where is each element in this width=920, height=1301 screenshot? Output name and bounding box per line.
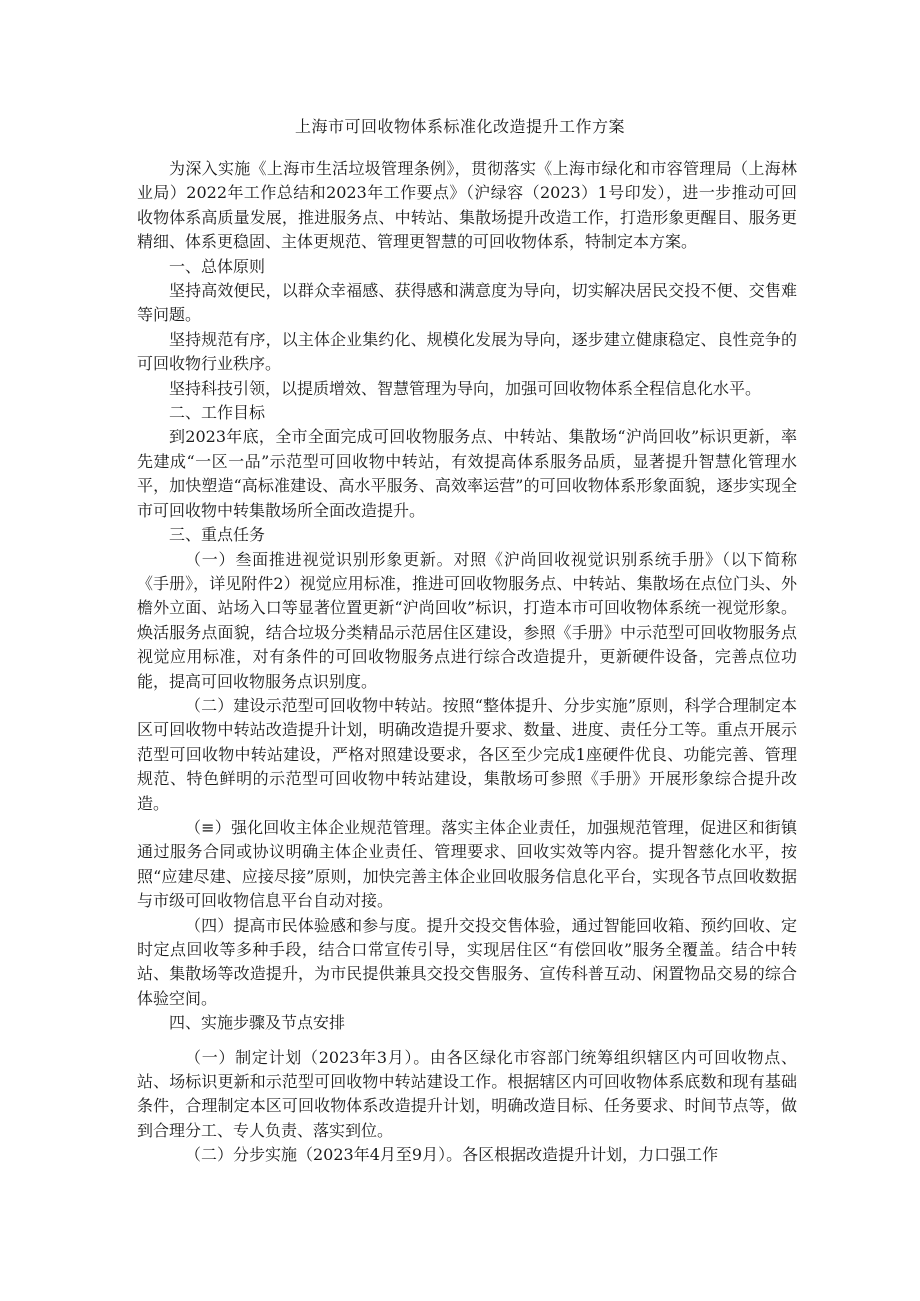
paragraph: （一）叁面推进视觉识别形象更新。对照《沪尚回收视觉识别系统手册》（以下简称《手册》，详见附件2）视觉应用标准，推进可回收物服务点、中转站、集散场在点位门头、外檐外立面、站场入口等显著位置更新“沪尚回收”标识，打造本市可回收物体系统一视觉形象。焕活服务点面貌，结合垃圾分类精品示范居住区建设，参照《手册》中示范型可回收物服务点视觉应用标准，对有条件的可回收物服务点进行综合改造提升，更新硬件设备，完善点位功能，提高可回收物服务点识别度。 [137,549,797,691]
document-body [137,157,797,1168]
paragraph: （一）制定计划（2023年3月）。由各区绿化市容部门统筹组织辖区内可回收物点、站、场标识更新和示范型可回收物中转站建设工作。根据辖区内可回收物体系底数和现有基础条件，合理制定本区可回收物体系改造提升计划，明确改造目标、任务要求、时间节点等，做到合理分工、专人负责、落实到位。 [137,1047,797,1140]
paragraph: （二）建设示范型可回收物中转站。按照“整体提升、分步实施”原则，科学合理制定本区可回收物中转站改造提升计划，明确改造提升要求、数量、进度、责任分工等。重点开展示范型可回收物中转站建设，严格对照建设要求，各区至少完成1座硬件优良、功能完善、管理规范、特色鲜明的示范型可回收物中转站建设，集散场可参照《手册》开展形象综合提升改造。 [137,695,797,813]
intro-paragraph: 为深入实施《上海市生活垃圾管理条例》，贯彻落实《上海市绿化和市容管理局（上海林业局）2022年工作总结和2023年工作要点》（沪绿容（2023）1号印发），进一步推动可回收物体系高质量发展，推进服务点、中转站、集散场提升改造工作，打造形象更醒目、服务更精细、体系更稳固、主体更规范、管理更智慧的可回收物体系，特制定本方案。 [137,159,797,252]
document-title: 上海市可回收物体系标准化改造提升工作方案 [294,117,625,136]
paragraph: （二）分步实施（2023年4月至9月）。各区根据改造提升计划，力口强工作 [185,1145,719,1165]
section-heading-goals: 二、工作目标 [169,403,266,423]
section-heading-principles: 一、总体原则 [169,256,266,276]
paragraph: （≡）强化回收主体企业规范管理。落实主体企业责任，加强规范管理，促进区和街镇通过服务合同或协议明确主体企业责任、管理要求、回收实效等内容。提升智慈化水平，按照“应建尽建、应接尽接”原则，加快完善主体企业回收服务信息化平台，实现各节点回收数据与市级可回收物信息平台自动对接。 [137,817,797,911]
paragraph: 到2023年底，全市全面完成可回收物服务点、中转站、集散场“沪尚回收”标识更新，率先建成“一区一品”示范型可回收物中转站，有效提高体系服务品质，显著提升智慧化管理水平，加快塑造“高标准建设、高水平服务、高效率运营”的可回收物体系形象面貌，逐步实现全市可回收物中转集散场所全面改造提升。 [137,427,797,520]
paragraph: （四）提高市民体验感和参与度。提升交投交售体验，通过智能回收箱、预约回收、定时定点回收等多种手段，结合口常宣传引导，实现居住区“有偿回收”服务全覆盖。结合中转站、集散场等改造提升，为市民提供兼具交投交售服务、宣传科普互动、闲置物品交易的综合体验空间。 [137,915,797,1008]
paragraph: 坚持科技引领，以提质增效、智慧管理为导向，加强可回收物体系全程信息化水平。 [169,378,762,398]
paragraph: 坚持规范有序，以主体企业集约化、规模化发展为导向，逐步建立健康稳定、良性竞争的可回收物行业秩序。 [137,329,797,374]
section-heading-steps: 四、实施步骤及节点安排 [169,1013,346,1033]
section-heading-tasks: 三、重点任务 [169,525,266,545]
paragraph: 坚持高效便民，以群众幸福感、获得感和满意度为导向，切实解决居民交投不便、交售难等问题。 [137,281,797,325]
